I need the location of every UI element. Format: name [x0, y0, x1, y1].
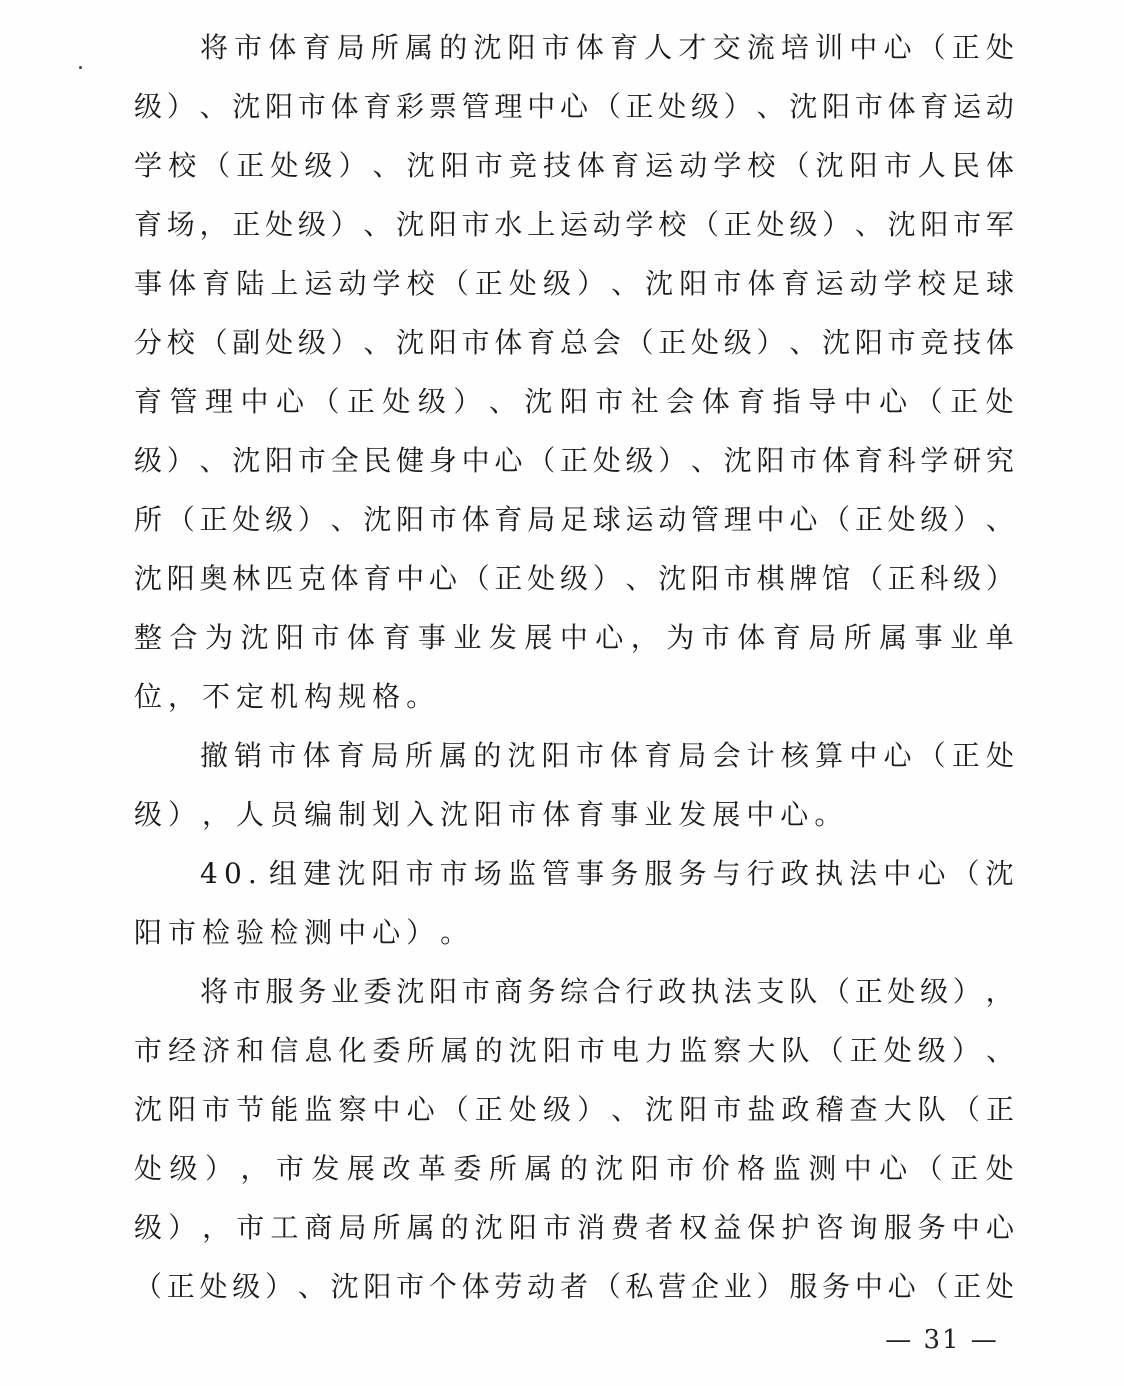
scan-speck	[79, 66, 82, 69]
text-line: 级 ） ， 市 工 商 局 所 属 的 沈 阳 市 消 费 者 权 益 保 护 咨 询 服 务 中 心	[134, 1211, 1014, 1244]
page-number: — 31 —	[885, 1325, 999, 1355]
text-line: 育 管 理 中 心 （ 正 处 级 ） 、 沈 阳 市 社 会 体 育 指 导 中 心 （ 正 处	[134, 385, 1014, 418]
text-line: 撤 销 市 体 育 局 所 属 的 沈 阳 市 体 育 局 会 计 核 算 中 心 （ 正 处	[200, 739, 1014, 772]
text-line: 阳 市 检 验 检 测 中 心 ） 。	[134, 916, 469, 949]
text-line: 沈 阳 市 节 能 监 察 中 心 （ 正 处 级 ） 、 沈 阳 市 盐 政 稽 查 大 队 （ 正	[134, 1093, 1014, 1126]
body-text	[134, 18, 1014, 1316]
text-line: 4 0 . 组 建 沈 阳 市 市 场 监 管 事 务 服 务 与 行 政 执 法 中 心 （ 沈	[200, 857, 1014, 890]
text-line: 级 ） 、 沈 阳 市 体 育 彩 票 管 理 中 心 （ 正 处 级 ） 、 沈 阳 市 体 育 运 动	[134, 90, 1014, 123]
text-line: （ 正 处 级 ） 、 沈 阳 市 个 体 劳 动 者 （ 私 营 企 业 ） 服 务 中 心 （ 正 处	[134, 1270, 1014, 1303]
text-line: 处 级 ） ， 市 发 展 改 革 委 所 属 的 沈 阳 市 价 格 监 测 中 心 （ 正 处	[134, 1152, 1014, 1185]
text-line: 级 ） ， 人 员 编 制 划 入 沈 阳 市 体 育 事 业 发 展 中 心 。	[134, 798, 843, 831]
text-line: 整 合 为 沈 阳 市 体 育 事 业 发 展 中 心 ， 为 市 体 育 局 所 属 事 业 单	[134, 621, 1014, 654]
text-line: 事 体 育 陆 上 运 动 学 校 （ 正 处 级 ） 、 沈 阳 市 体 育 运 动 学 校 足 球	[134, 267, 1014, 300]
text-line: 将 市 服 务 业 委 沈 阳 市 商 务 综 合 行 政 执 法 支 队 （ 正 处 级 ） ，	[200, 975, 1014, 1008]
text-line: 将 市 体 育 局 所 属 的 沈 阳 市 体 育 人 才 交 流 培 训 中 心 （ 正 处	[200, 31, 1014, 64]
text-line: 学 校 （ 正 处 级 ） 、 沈 阳 市 竞 技 体 育 运 动 学 校 （ 沈 阳 市 人 民 体	[134, 149, 1014, 182]
text-line: 级 ） 、 沈 阳 市 全 民 健 身 中 心 （ 正 处 级 ） 、 沈 阳 市 体 育 科 学 研 究	[134, 444, 1014, 477]
text-line: 育 场 ， 正 处 级 ） 、 沈 阳 市 水 上 运 动 学 校 （ 正 处 级 ） 、 沈 阳 市 军	[134, 208, 1014, 241]
text-line: 沈 阳 奥 林 匹 克 体 育 中 心 （ 正 处 级 ） 、 沈 阳 市 棋 牌 馆 （ 正 科 级 ）	[134, 562, 1014, 595]
text-line: 市 经 济 和 信 息 化 委 所 属 的 沈 阳 市 电 力 监 察 大 队 （ 正 处 级 ） 、	[134, 1034, 1014, 1067]
text-line: 所 （ 正 处 级 ） 、 沈 阳 市 体 育 局 足 球 运 动 管 理 中 心 （ 正 处 级 ） 、	[134, 503, 1014, 536]
text-line: 分 校 （ 副 处 级 ） 、 沈 阳 市 体 育 总 会 （ 正 处 级 ） 、 沈 阳 市 竞 技 体	[134, 326, 1014, 359]
text-line: 位 ， 不 定 机 构 规 格 。	[134, 680, 435, 713]
